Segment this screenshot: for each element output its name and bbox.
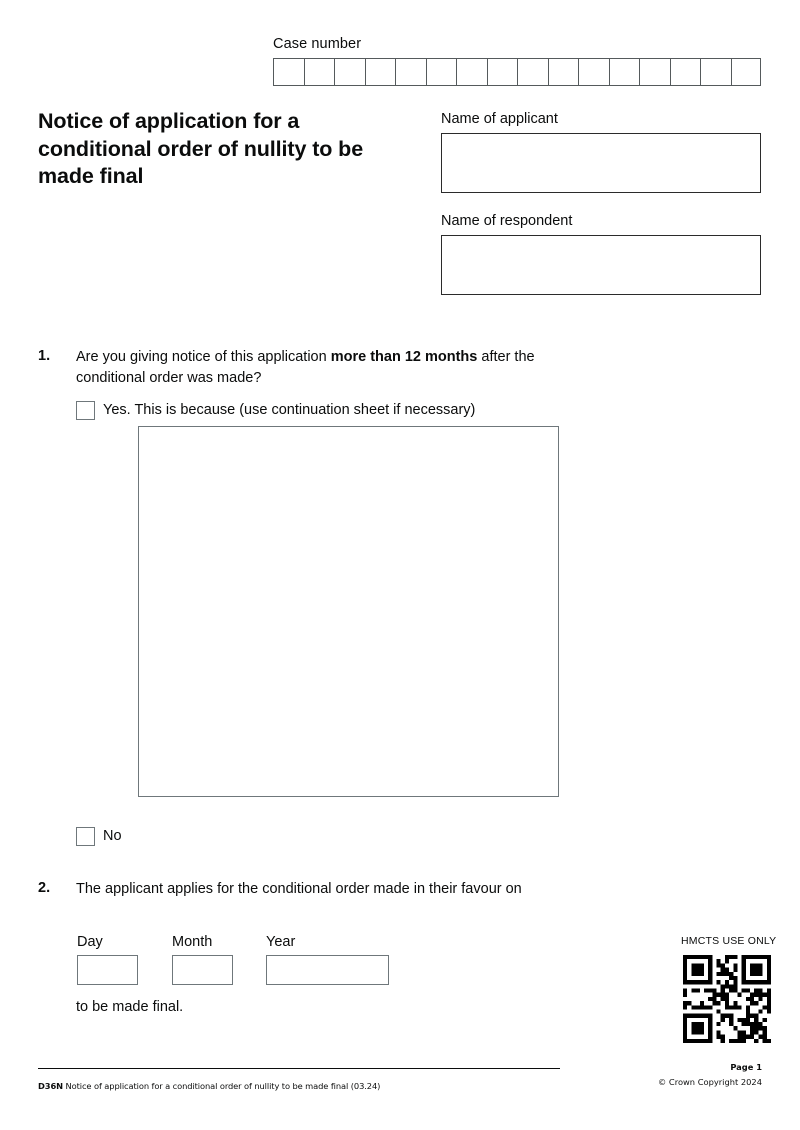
question-2-closing-text: to be made final. — [76, 999, 184, 1015]
footer-page-number: Page 1 — [730, 1062, 762, 1072]
year-input[interactable] — [266, 955, 389, 985]
year-label: Year — [266, 934, 296, 950]
case-number-cell[interactable] — [578, 58, 609, 86]
month-label: Month — [172, 934, 213, 950]
footer-form-reference — [38, 1081, 380, 1091]
case-number-cell[interactable] — [639, 58, 670, 86]
case-number-cell[interactable] — [365, 58, 396, 86]
day-label: Day — [77, 934, 103, 950]
footer-divider — [38, 1068, 560, 1069]
page-title: Notice of application for a conditional order of nullity to be made final — [38, 109, 364, 189]
footer-copyright: © Crown Copyright 2024 — [657, 1077, 762, 1087]
case-number-cell[interactable] — [487, 58, 518, 86]
question-2-number: 2. — [38, 880, 51, 896]
footer-form-description: Notice of application for a conditional order of nullity to be made final (03.24) — [65, 1081, 381, 1091]
respondent-name-field[interactable] — [441, 235, 761, 295]
month-input[interactable] — [172, 955, 233, 985]
case-number-cell[interactable] — [548, 58, 579, 86]
day-input[interactable] — [77, 955, 138, 985]
question-1-no-label: No — [103, 828, 122, 844]
case-number-cell[interactable] — [731, 58, 762, 86]
footer-form-code: D36N — [38, 1081, 63, 1091]
case-number-cell[interactable] — [609, 58, 640, 86]
applicant-name-label: Name of applicant — [441, 111, 558, 127]
question-1-text-emphasis: more than 12 months — [330, 349, 478, 365]
question-1-text — [76, 347, 566, 389]
case-number-cell[interactable] — [456, 58, 487, 86]
case-number-cell[interactable] — [700, 58, 731, 86]
hmcts-use-only-label: HMCTS USE ONLY — [681, 935, 777, 947]
case-number-cell[interactable] — [273, 58, 304, 86]
case-number-cell[interactable] — [304, 58, 335, 86]
question-1-text-part-2: after the conditional order was made? — [76, 349, 535, 387]
question-1-no-checkbox[interactable] — [76, 827, 95, 846]
case-number-label: Case number — [273, 36, 362, 52]
case-number-cell[interactable] — [426, 58, 457, 86]
question-1-text-part-1: Are you giving notice of this application — [76, 349, 331, 365]
question-2-text: The applicant applies for the conditional order made in their favour on — [76, 881, 522, 897]
respondent-name-label: Name of respondent — [441, 213, 573, 229]
case-number-cell[interactable] — [517, 58, 548, 86]
applicant-name-field[interactable] — [441, 133, 761, 193]
qr-code-icon — [683, 955, 771, 1043]
question-1-yes-label: Yes. This is because (use continuation sheet if necessary) — [103, 402, 476, 418]
case-number-input-group[interactable] — [273, 58, 761, 86]
case-number-cell[interactable] — [395, 58, 426, 86]
case-number-cell[interactable] — [334, 58, 365, 86]
case-number-cell[interactable] — [670, 58, 701, 86]
question-1-number: 1. — [38, 348, 51, 364]
question-1-reason-textarea[interactable] — [138, 426, 559, 797]
question-1-yes-checkbox[interactable] — [76, 401, 95, 420]
